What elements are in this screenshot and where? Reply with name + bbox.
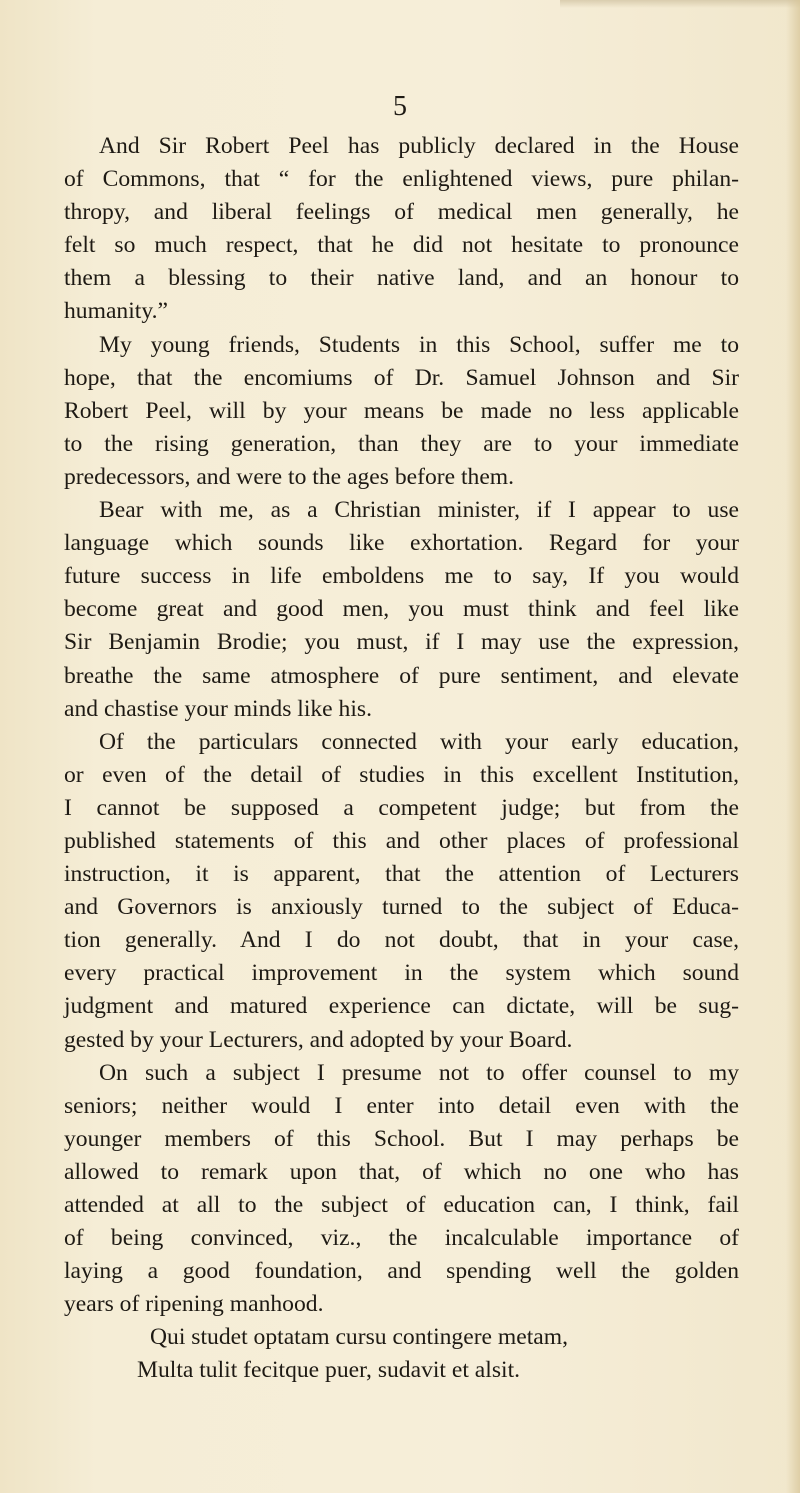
paragraph-2-line-1: My young friends, Students in this School, suffer me to	[99, 331, 739, 358]
paragraph-5-line-3: younger members of this School. But I may perhaps be	[64, 1125, 739, 1152]
paragraph-3-line-1: Bear with me, as a Christian minister, if I appear to use	[99, 497, 739, 524]
paragraph-3-line-2: language which sounds like exhortation. Regard for your	[64, 530, 739, 557]
paragraph-3-line-7: and chastise your minds like his.	[64, 695, 372, 722]
paragraph-1-line-3: thropy, and liberal feelings of medical men generally, he	[64, 199, 739, 226]
paragraph-4-line-1: Of the particulars connected with your early education,	[99, 728, 739, 755]
paragraph-4-line-8: every practical improvement in the system which sound	[64, 960, 739, 987]
paragraph-4-line-4: published statements of this and other places of professional	[64, 827, 739, 854]
paragraph-3-line-6: breathe the same atmosphere of pure sentiment, and elevate	[64, 662, 739, 689]
paragraph-4-line-10: gested by your Lecturers, and adopted by your Board.	[64, 1026, 573, 1053]
paragraph-2-line-3: Robert Peel, will by your means be made no less applicable	[64, 397, 739, 424]
body-text	[64, 130, 739, 1388]
verse-line-2: Multa tulit fecitque puer, sudavit et alsit.	[137, 1357, 521, 1384]
paragraph-5-line-2: seniors; neither would I enter into detail even with the	[64, 1092, 739, 1119]
paragraph-2-line-5: predecessors, and were to the ages before them.	[64, 463, 515, 490]
paragraph-5-line-6: of being convinced, viz., the incalculable importance of	[64, 1225, 739, 1252]
paragraph-5-line-5: attended at all to the subject of education can, I think, fail	[64, 1192, 739, 1218]
paragraph-5-line-1: On such a subject I presume not to offer counsel to my	[99, 1059, 739, 1086]
page-top-shadow	[560, 0, 800, 8]
paragraph-5-line-4: allowed to remark upon that, of which no one who has	[64, 1158, 739, 1185]
paragraph-4-line-5: instruction, it is apparent, that the attention of Lecturers	[64, 861, 739, 888]
paragraph-1-line-1: And Sir Robert Peel has publicly declared in the House	[99, 133, 739, 159]
paragraph-4-line-9: judgment and matured experience can dictate, will be sug-	[64, 993, 739, 1020]
page-edge-shadow	[786, 0, 800, 1493]
paragraph-4-line-2: or even of the detail of studies in this excellent Institution,	[64, 761, 739, 788]
paragraph-1-line-6: humanity.”	[64, 298, 168, 325]
paragraph-3-line-5: Sir Benjamin Brodie; you must, if I may use the expression,	[64, 629, 739, 656]
paragraph-3-line-3: future success in life emboldens me to say, If you would	[64, 563, 739, 590]
paragraph-1-line-5: them a blessing to their native land, and an honour to	[64, 265, 739, 292]
verse-line-1: Qui studet optatam cursu contingere metam,	[150, 1324, 569, 1351]
paragraph-1-line-4: felt so much respect, that he did not hesitate to pronounce	[64, 232, 739, 259]
paragraph-4-line-6: and Governors is anxiously turned to the subject of Educa-	[64, 894, 739, 921]
page-number: 5	[393, 91, 407, 122]
paragraph-5-line-8: years of ripening manhood.	[64, 1291, 324, 1318]
paragraph-2-line-2: hope, that the encomiums of Dr. Samuel Johnson and Sir	[64, 364, 739, 391]
paragraph-1-line-2: of Commons, that “ for the enlightened views, pure philan-	[64, 166, 739, 193]
paragraph-4-line-7: tion generally. And I do not doubt, that in your case,	[64, 927, 739, 954]
paragraph-2-line-4: to the rising generation, than they are to your immediate	[64, 430, 739, 457]
paragraph-4-line-3: I cannot be supposed a competent judge; but from the	[64, 794, 739, 821]
paragraph-3-line-4: become great and good men, you must think and feel like	[64, 596, 739, 623]
paragraph-5-line-7: laying a good foundation, and spending well the golden	[64, 1258, 739, 1285]
